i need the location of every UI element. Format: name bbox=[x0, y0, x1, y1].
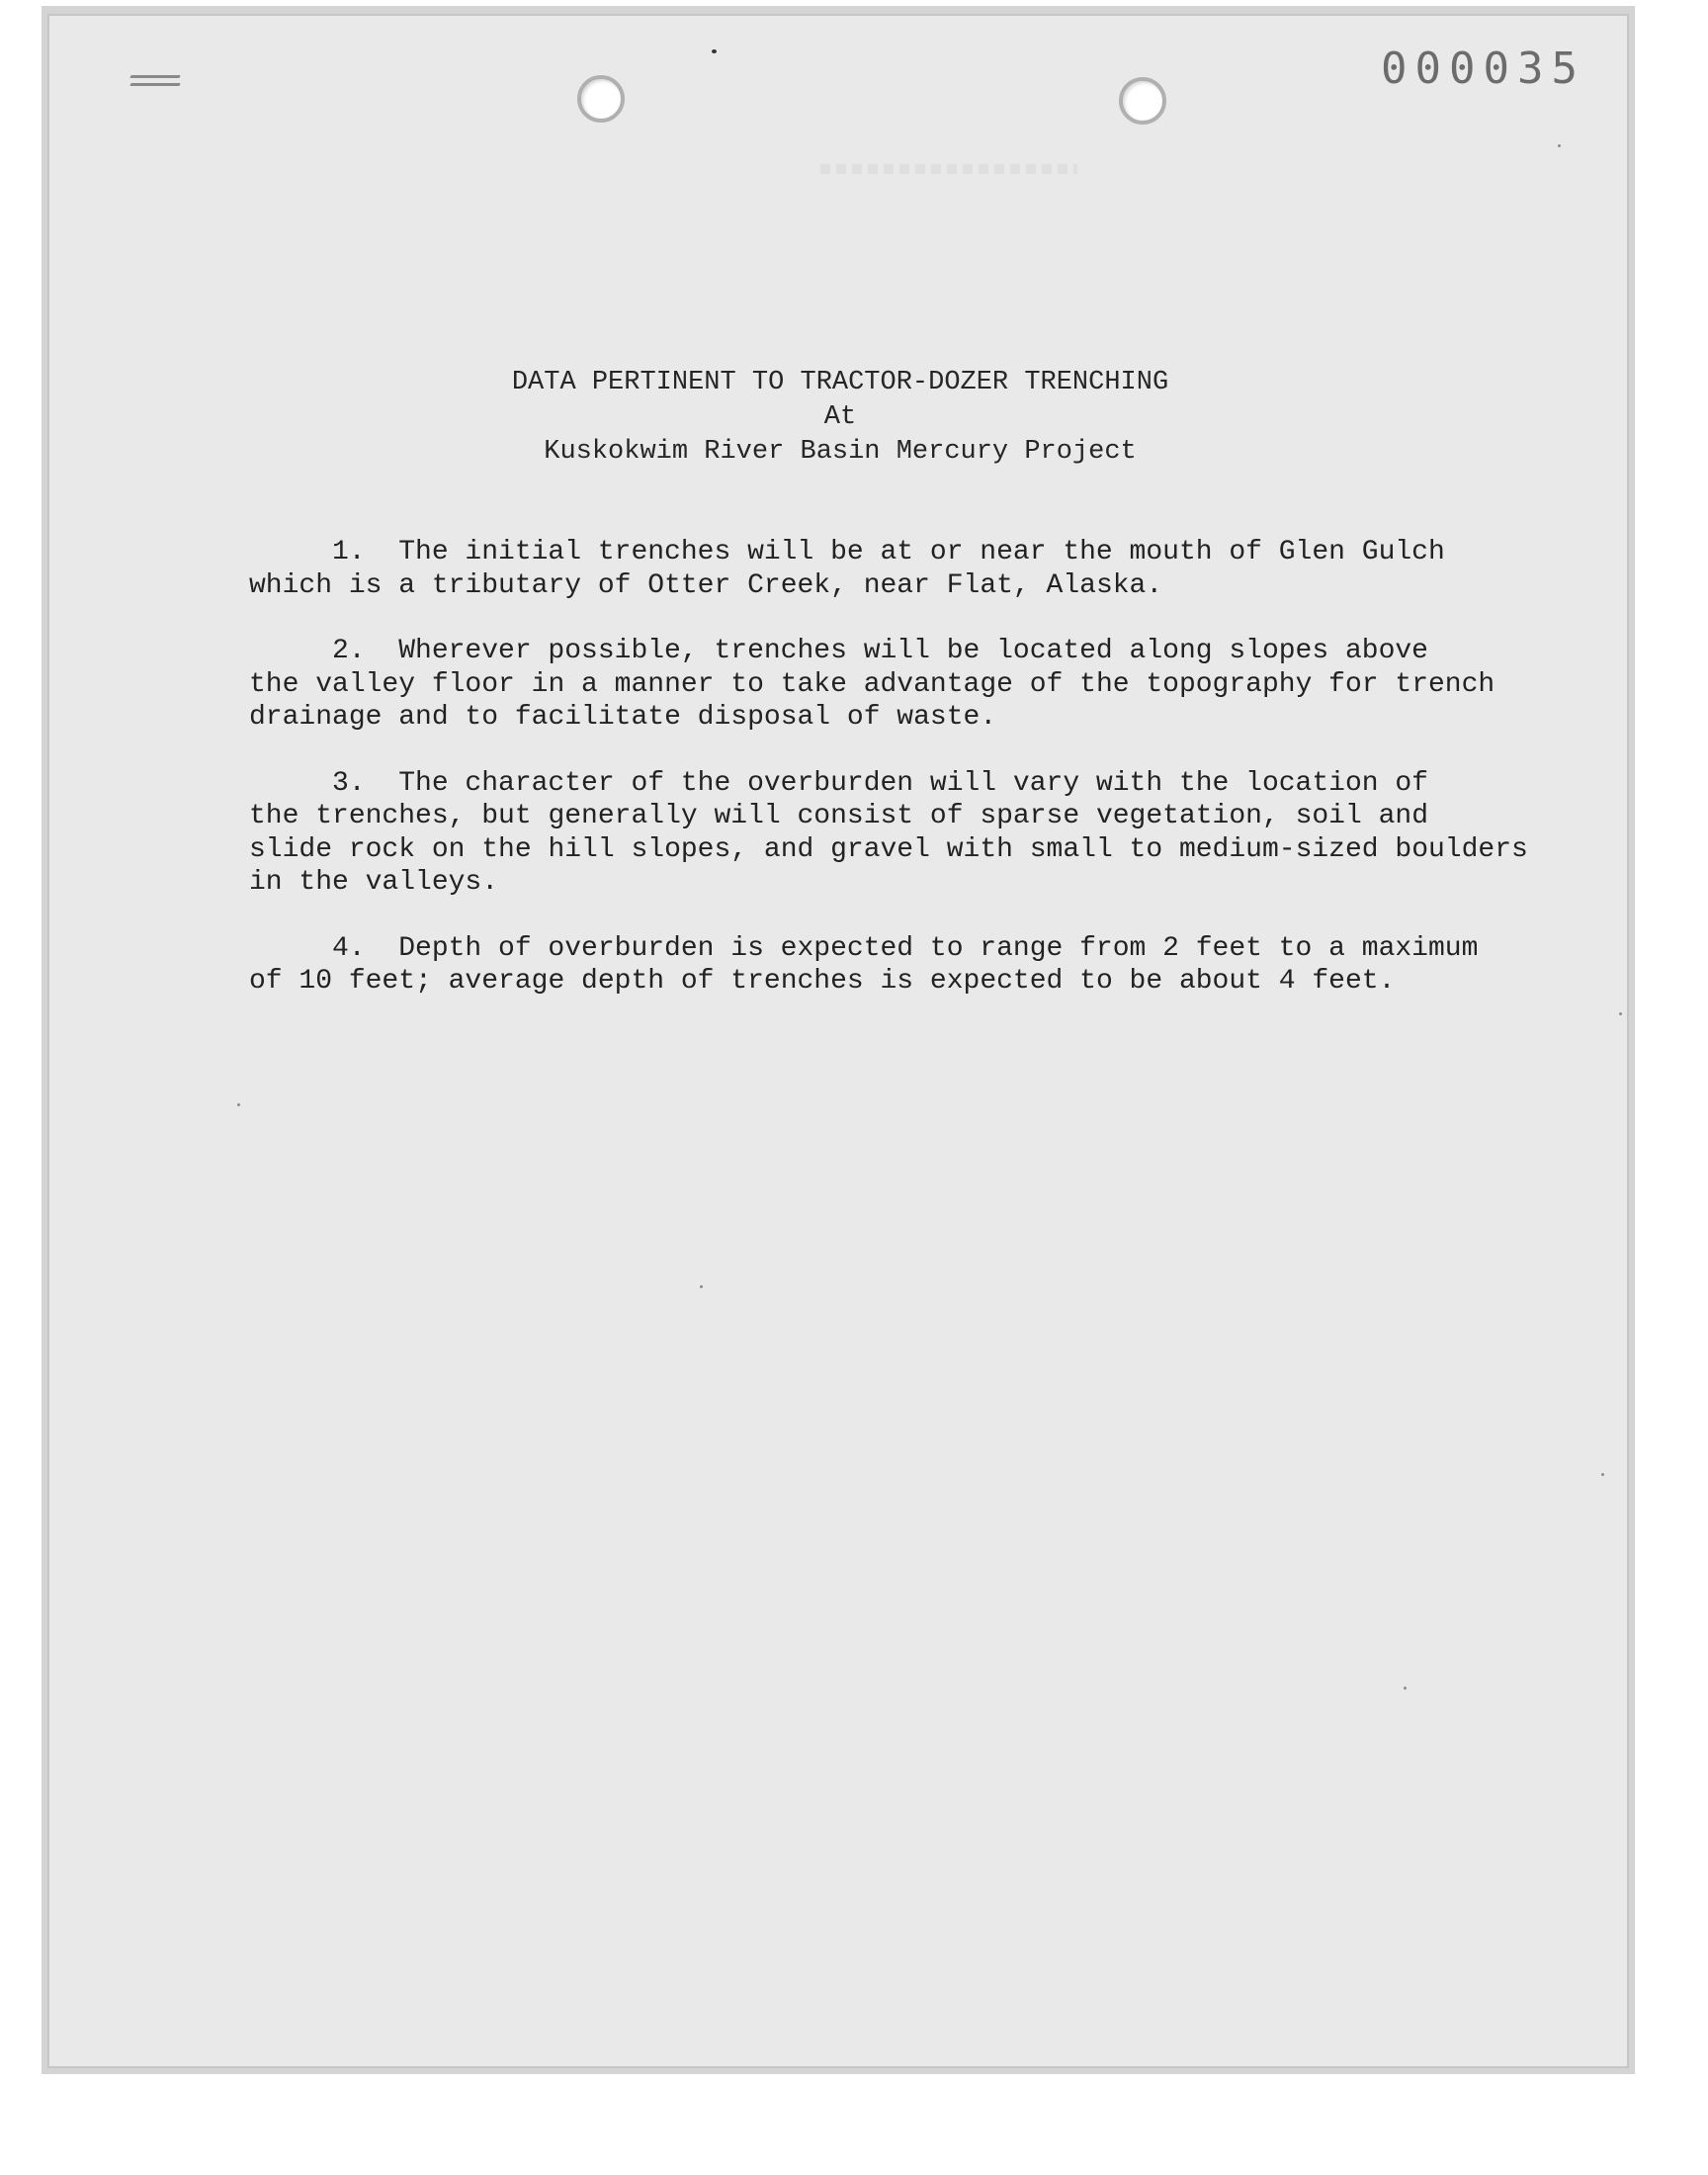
paragraph-line: the trenches, but generally will consist of sparse vegetation, soil and bbox=[249, 801, 1428, 831]
paragraph-line: 2. Wherever possible, trenches will be located along slopes above bbox=[332, 636, 1428, 666]
paragraph-line: in the valleys. bbox=[249, 867, 499, 898]
ink-speck bbox=[1404, 1687, 1407, 1690]
paragraph-line: 4. Depth of overburden is expected to range from 2 feet to a maximum bbox=[332, 932, 1479, 964]
paragraph-line: the valley floor in a manner to take advantage of the topography for trench bbox=[249, 668, 1495, 700]
paragraph-line: drainage and to facilitate disposal of waste. bbox=[249, 702, 997, 733]
page-stamp-number: 000035 bbox=[1381, 44, 1585, 94]
title-line-3: Kuskokwim River Basin Mercury Project bbox=[544, 437, 1137, 467]
document-page bbox=[47, 14, 1629, 2068]
punch-hole-left bbox=[577, 75, 625, 123]
ink-speck bbox=[712, 49, 717, 53]
corner-pencil-mark bbox=[130, 75, 180, 89]
paragraph-line: 3. The character of the overburden will vary with the location of bbox=[332, 767, 1428, 799]
faint-bleed-through bbox=[820, 164, 1077, 174]
ink-speck bbox=[1619, 1012, 1622, 1015]
paragraph-3 bbox=[249, 767, 1554, 900]
paragraph-line: which is a tributary of Otter Creek, near Flat, Alaska. bbox=[249, 569, 1163, 601]
document-body bbox=[249, 536, 1554, 1031]
title-line-1: DATA PERTINENT TO TRACTOR-DOZER TRENCHING bbox=[511, 368, 1169, 397]
paragraph-4 bbox=[249, 932, 1554, 999]
document-title bbox=[0, 366, 1680, 470]
punch-hole-right bbox=[1119, 77, 1166, 125]
title-line-2: At bbox=[823, 402, 857, 432]
ink-speck bbox=[700, 1285, 703, 1288]
ink-speck bbox=[1558, 144, 1561, 147]
paragraph-line: slide rock on the hill slopes, and gravel with small to medium-sized boulders bbox=[249, 833, 1528, 865]
paragraph-1 bbox=[249, 536, 1554, 602]
paragraph-line: 1. The initial trenches will be at or near the mouth of Glen Gulch bbox=[332, 537, 1445, 567]
ink-speck bbox=[237, 1103, 240, 1106]
paragraph-line: of 10 feet; average depth of trenches is expected to be about 4 feet. bbox=[249, 966, 1396, 997]
paragraph-2 bbox=[249, 635, 1554, 735]
ink-speck bbox=[1601, 1473, 1604, 1476]
